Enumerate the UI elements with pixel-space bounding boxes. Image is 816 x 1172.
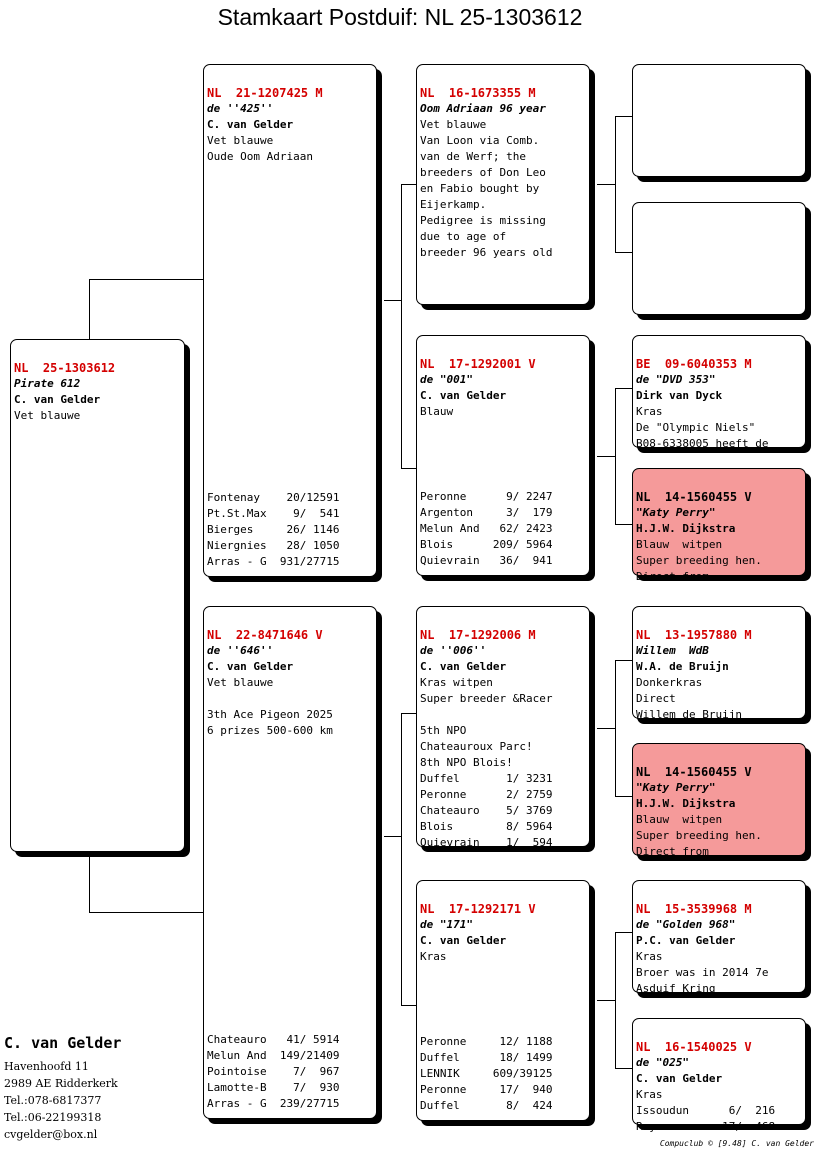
connector (615, 796, 633, 797)
pigeon-name: de "001" (420, 373, 473, 386)
connector (401, 468, 417, 469)
pigeon-card-dss[interactable] (632, 606, 806, 719)
pigeon-details: Vet blauwe Van Loon via Comb. van de Werf; the breeders of Don Leo en Fabio bought by Eijerkamp. Pedigree is missing due to age of breeder 96 years old (420, 118, 553, 259)
ring-number: NL 22-8471646 V (207, 628, 323, 642)
connector (401, 184, 417, 185)
pigeon-card-sss-empty[interactable] (632, 64, 806, 177)
ring-number: NL 17-1292006 M (420, 628, 536, 642)
pigeon-details: Kras (420, 950, 447, 963)
pigeon-card-dam-sire[interactable] (416, 606, 590, 847)
pigeon-card-sds[interactable] (632, 335, 806, 448)
software-credit: Compuclub © [9.48] C. van Gelder (659, 1139, 814, 1148)
pigeon-owner: W.A. de Bruijn (636, 660, 729, 673)
pigeon-name: de "DVD 353" (636, 373, 716, 386)
pigeon-name: "Katy Perry" (636, 781, 716, 794)
pigeon-details: Blauw witpen Super breeding hen. Direct from (636, 813, 762, 858)
pigeon-owner: C. van Gelder (420, 934, 507, 947)
pigeon-details: Kras Broer was in 2014 7e Asduif Kring (636, 950, 769, 995)
breeder-mobile: Tel.:06-22199318 (4, 1111, 102, 1124)
connector (401, 1005, 417, 1006)
pigeon-card-ssd-empty[interactable] (632, 202, 806, 315)
page-title: Stamkaart Postduif: NL 25-1303612 (217, 4, 583, 30)
connector (89, 912, 204, 913)
race-results: Chateauro 41/ 5914 Melun And 149/21409 Pointoise 7/ 967 Lamotte-B 7/ 930 Arras - G 239/27715 (207, 1033, 340, 1110)
connector (615, 932, 633, 933)
pigeon-name: Pirate 612 (14, 377, 81, 390)
breeder-city: 2989 AE Ridderkerk (4, 1077, 118, 1090)
pigeon-card-subject[interactable] (10, 339, 185, 852)
connector (615, 524, 633, 525)
ring-number: NL 14-1560455 V (636, 765, 752, 779)
connector (615, 116, 616, 252)
ring-number: NL 14-1560455 V (636, 490, 752, 504)
connector (615, 1068, 633, 1069)
pigeon-details: Vet blauwe (14, 409, 81, 422)
pigeon-owner: C. van Gelder (420, 389, 507, 402)
pigeon-details: Vet blauwe 3th Ace Pigeon 2025 6 prizes 500-600 km (207, 676, 333, 737)
pigeon-details: Kras Issoudun 6/ 216 Roye. 17/ 468 (636, 1088, 776, 1133)
pigeon-name: de "Golden 968" (636, 918, 736, 931)
connector (615, 116, 633, 117)
pigeon-details: Kras witpen Super breeder &Racer 5th NPO Chateauroux Parc! 8th NPO Blois! Duffel 1/ 3231 Peronne 2/ 2759 Chateauro 5/ 3769 Blois 8/ 5964 Quievrain 1/ 594 (420, 676, 553, 849)
pigeon-details: Vet blauwe Oude Oom Adriaan (207, 134, 313, 163)
connector (615, 660, 633, 661)
ring-number: NL 15-3539968 M (636, 902, 752, 916)
connector (597, 184, 615, 185)
pigeon-name: Willem WdB (636, 644, 709, 657)
ring-number: NL 16-1673355 M (420, 86, 536, 100)
pigeon-owner: C. van Gelder (636, 1072, 723, 1085)
pigeon-card-sire-dam[interactable] (416, 335, 590, 576)
connector (401, 713, 402, 1005)
pigeon-card-dds[interactable] (632, 880, 806, 993)
connector (597, 1000, 615, 1001)
pigeon-details: Blauw witpen Super breeding hen. Direct from (636, 538, 762, 583)
pigeon-card-dsd[interactable] (632, 743, 806, 856)
connector (384, 836, 401, 837)
breeder-address: Havenhoofd 11 (4, 1060, 89, 1073)
pigeon-card-sire[interactable] (203, 64, 377, 577)
connector (401, 713, 417, 714)
pigeon-owner: H.J.W. Dijkstra (636, 797, 736, 810)
pigeon-name: de ''006'' (420, 644, 487, 657)
pigeon-owner: C. van Gelder (14, 393, 101, 406)
pigeon-name: de "171" (420, 918, 473, 931)
connector (89, 279, 204, 280)
connector (615, 252, 633, 253)
connector (597, 728, 615, 729)
connector (615, 660, 616, 796)
pigeon-card-dam-dam[interactable] (416, 880, 590, 1121)
connector (401, 184, 402, 468)
ring-number: NL 16-1540025 V (636, 1040, 752, 1054)
pigeon-owner: P.C. van Gelder (636, 934, 736, 947)
connector (615, 388, 633, 389)
pigeon-name: "Katy Perry" (636, 506, 716, 519)
connector (615, 388, 616, 524)
breeder-phone: Tel.:078-6817377 (4, 1094, 102, 1107)
connector (89, 279, 90, 339)
pigeon-name: de "025" (636, 1056, 689, 1069)
ring-number: NL 13-1957880 M (636, 628, 752, 642)
pigeon-name: de ''425'' (207, 102, 274, 115)
pigeon-card-sire-sire[interactable] (416, 64, 590, 305)
ring-number: NL 25-1303612 (14, 361, 116, 375)
pigeon-card-dam[interactable] (203, 606, 377, 1119)
pigeon-owner: C. van Gelder (207, 118, 294, 131)
ring-number: BE 09-6040353 M (636, 357, 752, 371)
pigeon-name: de ''646'' (207, 644, 274, 657)
pigeon-details: Kras De "Olympic Niels" B08-6338005 heeft de (636, 405, 769, 450)
breeder-name: C. van Gelder (4, 1034, 122, 1052)
pigeon-card-sdd[interactable] (632, 468, 806, 583)
race-results: Peronne 9/ 2247 Argenton 3/ 179 Melun And 62/ 2423 Blois 209/ 5964 Quievrain 36/ 941 (420, 490, 553, 567)
breeder-info (4, 1034, 121, 1143)
pigeon-owner: C. van Gelder (420, 660, 507, 673)
pigeon-name: Oom Adriaan 96 year (420, 102, 546, 115)
race-results: Peronne 12/ 1188 Duffel 18/ 1499 LENNIK 609/39125 Peronne 17/ 940 Duffel 8/ 424 (420, 1035, 553, 1112)
pigeon-card-ddd[interactable] (632, 1018, 806, 1133)
pigeon-owner: H.J.W. Dijkstra (636, 522, 736, 535)
ring-number: NL 17-1292001 V (420, 357, 536, 371)
ring-number: NL 17-1292171 V (420, 902, 536, 916)
ring-number: NL 21-1207425 M (207, 86, 323, 100)
connector (615, 932, 616, 1068)
pigeon-details: Blauw (420, 405, 454, 418)
pigeon-owner: Dirk van Dyck (636, 389, 723, 402)
connector (89, 852, 90, 912)
race-results: Fontenay 20/12591 Pt.St.Max 9/ 541 Bierges 26/ 1146 Niergnies 28/ 1050 Arras - G 931/27715 (207, 491, 340, 568)
connector (384, 300, 401, 301)
pigeon-details: Donkerkras Direct Willem de Bruijn (636, 676, 742, 721)
connector (597, 456, 615, 457)
breeder-email: cvgelder@box.nl (4, 1128, 98, 1141)
pigeon-owner: C. van Gelder (207, 660, 294, 673)
